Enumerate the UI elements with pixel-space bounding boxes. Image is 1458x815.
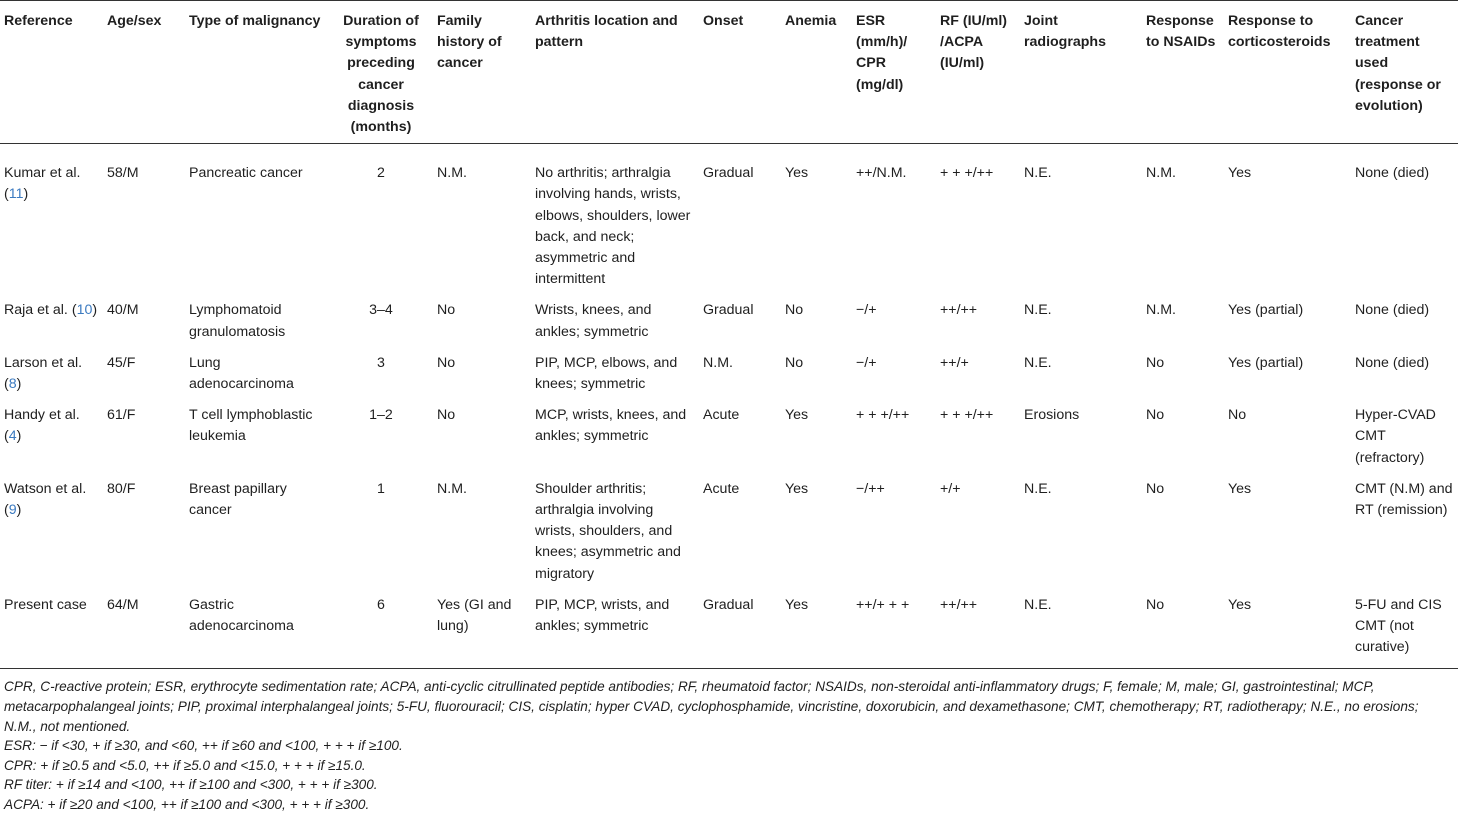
ref-paren-open: ( [4,428,9,445]
cell-reference: Present case [0,591,103,669]
cell-arthritis: MCP, wrists, knees, and ankles; symmetric [535,407,687,445]
header-nsaids: Response to NSAIDs [1142,1,1224,144]
cell-radiographs: N.E. [1024,480,1052,497]
footnote-abbreviations: CPR, C-reactive protein; ESR, erythrocyte sedimentation rate; ACPA, anti-cyclic citrullinated peptide antibodies; RF, rheumatoid factor; NSAIDs, non-steroidal anti-inflammatory drugs; F, female; M, male; GI, gastrointestinal; MCP, metacarpophalangeal joints; PIP, proximal interphalangeal joints; 5-FU, fluorouracil; CIS, cisplatin; hyper CVAD, cyclophosphamide, vincristine, doxorubicin, and dexamethasone; CMT, chemotherapy; RT, radiotherapy; N.E., no erosions; N.M., not mentioned. [4,679,1419,734]
cell-treatment: None (died) [1355,354,1430,371]
table-row [0,401,1458,475]
cell-treatment: Hyper-CVAD CMT (refractory) [1355,407,1436,466]
ref-paren-close: ) [16,376,22,393]
cell-duration: 3 [377,354,385,371]
cell-esr-cpr: −/++ [856,480,885,497]
cell-arthritis: Shoulder arthritis; arthralgia involving wrists, shoulders, and knees; asymmetric and migratory [535,480,681,582]
cell-corticosteroids: No [1228,407,1247,424]
cell-duration: 1–2 [369,407,393,424]
cell-corticosteroids: Yes (partial) [1228,354,1304,371]
cell-nsaids: N.M. [1146,302,1176,319]
cell-anemia: No [785,302,804,319]
table-row [0,349,1458,401]
header-treatment: Cancer treatment used (response or evolution) [1351,1,1458,144]
cell-age-sex: 58/M [107,165,139,182]
cell-duration: 3–4 [369,302,393,319]
cell-onset: Acute [703,480,740,497]
ref-paren-close: ) [16,428,22,445]
cell-nsaids: N.M. [1146,165,1176,182]
cell-treatment: CMT (N.M) and RT (remission) [1355,480,1453,519]
cell-rf-acpa: + + +/++ [940,165,994,182]
cell-arthritis: PIP, MCP, wrists, and ankles; symmetric [531,591,699,669]
cell-onset: Acute [703,407,740,424]
cell-anemia: Yes [785,480,809,497]
cell-age-sex: 45/F [107,354,136,371]
cell-rf-acpa: ++/+ [940,354,969,371]
cell-esr-cpr: ++/+ + + [852,591,936,669]
cell-family-history: No [437,354,456,371]
cell-rf-acpa: ++/++ [940,302,978,319]
cell-corticosteroids: Yes [1228,480,1252,497]
table-row [0,591,1458,669]
cell-nsaids: No [1142,591,1224,669]
header-onset: Onset [699,1,781,144]
cell-rf-acpa: +/+ [940,480,961,497]
ref-name: Larson et al. [4,354,83,371]
cell-rf-acpa: + + +/++ [940,407,994,424]
cell-esr-cpr: −/+ [856,302,877,319]
cell-anemia: No [785,354,804,371]
cell-reference [0,296,103,348]
cell-malignancy: Breast papillary cancer [189,480,287,519]
header-age-sex: Age/sex [103,1,185,144]
ref-name: Kumar et al. [4,165,81,182]
header-rf-acpa: RF (IU/ml) /ACPA (IU/ml) [936,1,1020,144]
cell-nsaids: No [1146,354,1165,371]
cell-reference [0,475,103,591]
cell-arthritis: No arthritis; arthralgia involving hands, wrists, elbows, shoulders, lower back, and neck; asymmetric and intermittent [535,165,691,288]
cell-reference [0,349,103,401]
cell-nsaids: No [1146,407,1165,424]
cell-family-history: N.M. [437,165,467,182]
cell-family-history: No [437,407,456,424]
ref-citation-link[interactable]: 4 [8,428,17,445]
cell-esr-cpr: −/+ [856,354,877,371]
ref-citation-link[interactable]: 9 [8,502,17,519]
header-esr-cpr: ESR (mm/h)/ CPR (mg/dl) [852,1,936,144]
ref-citation-link[interactable]: 10 [76,302,93,319]
ref-paren-open: ( [4,502,9,519]
header-anemia: Anemia [781,1,852,144]
ref-paren-open: ( [4,376,9,393]
cell-esr-cpr: ++/N.M. [856,165,907,182]
ref-name: Handy et al. [4,407,80,424]
cell-corticosteroids: Yes [1224,591,1351,669]
footnote-cpr: CPR: + if ≥0.5 and <5.0, ++ if ≥5.0 and <15.0, + + + if ≥15.0. [4,757,366,773]
ref-paren-close: ) [16,502,22,519]
cell-age-sex: 64/M [103,591,185,669]
ref-paren-open: ( [4,186,9,203]
cell-radiographs: N.E. [1024,165,1052,182]
cell-rf-acpa: ++/++ [936,591,1020,669]
header-radiographs: Joint radiographs [1020,1,1142,144]
cell-treatment: None (died) [1355,302,1430,319]
cell-esr-cpr: + + +/++ [856,407,910,424]
cell-onset: N.M. [703,354,733,371]
cell-onset: Gradual [699,591,781,669]
cell-family-history: N.M. [437,480,467,497]
table-header [0,1,1458,144]
header-arthritis: Arthritis location and pattern [531,1,699,144]
cell-anemia: Yes [785,165,809,182]
cell-malignancy: Gastric adenocarcinoma [185,591,329,669]
ref-name: Raja et al. [4,302,68,319]
cell-reference [0,401,103,475]
cell-duration: 2 [377,165,385,182]
cell-nsaids: No [1146,480,1165,497]
cell-malignancy: Lymphomatoid granulomatosis [189,302,286,340]
cell-anemia: Yes [785,407,809,424]
cell-age-sex: 61/F [107,407,136,424]
cell-malignancy: Lung adenocarcinoma [189,354,294,393]
cell-family-history: No [437,302,456,319]
header-row [0,1,1458,144]
cell-onset: Gradual [703,165,754,182]
ref-citation-link[interactable]: 8 [8,376,17,393]
cell-duration: 6 [329,591,433,669]
header-malignancy: Type of malignancy [185,1,329,144]
cell-radiographs: N.E. [1024,354,1052,371]
ref-paren-close: ) [92,302,98,319]
cell-radiographs: Erosions [1024,407,1080,424]
header-reference: Reference [0,1,103,144]
table-row [0,144,1458,297]
cell-age-sex: 40/M [107,302,139,319]
table-row [0,296,1458,348]
table-row [0,475,1458,591]
cell-reference [0,144,103,297]
ref-paren-open: ( [67,302,77,319]
cell-duration: 1 [377,480,385,497]
ref-name: Watson et al. [4,480,87,497]
cell-corticosteroids: Yes [1228,165,1252,182]
footnote-rf: RF titer: + if ≥14 and <100, ++ if ≥100 and <300, + + + if ≥300. [4,777,378,793]
cell-age-sex: 80/F [107,480,136,497]
header-corticosteroids: Response to corticosteroids [1224,1,1351,144]
ref-citation-link[interactable]: 11 [8,186,24,203]
cell-radiographs: N.E. [1020,591,1142,669]
footnote-esr: ESR: − if <30, + if ≥30, and <60, ++ if ≥60 and <100, + + + if ≥100. [4,738,403,754]
cell-onset: Gradual [703,302,754,319]
header-duration: Duration of symptoms preceding cancer diagnosis (months) [329,1,433,144]
cell-anemia: Yes [781,591,852,669]
cell-malignancy: T cell lymphoblastic leukemia [189,407,313,445]
footnote-acpa: ACPA: + if ≥20 and <100, ++ if ≥100 and <300, + + + if ≥300. [4,797,370,813]
cell-treatment: None (died) [1355,165,1430,182]
table-body [0,144,1458,669]
ref-paren-close: ) [23,186,29,203]
cell-family-history: Yes (GI and lung) [433,591,531,669]
cell-arthritis: PIP, MCP, elbows, and knees; symmetric [535,354,678,393]
cell-treatment: 5-FU and CIS CMT (not curative) [1351,591,1458,669]
cell-arthritis: Wrists, knees, and ankles; symmetric [535,302,652,340]
cell-radiographs: N.E. [1024,302,1052,319]
cell-corticosteroids: Yes (partial) [1228,302,1304,319]
cell-malignancy: Pancreatic cancer [189,165,303,182]
header-family-history: Family history of cancer [433,1,531,144]
